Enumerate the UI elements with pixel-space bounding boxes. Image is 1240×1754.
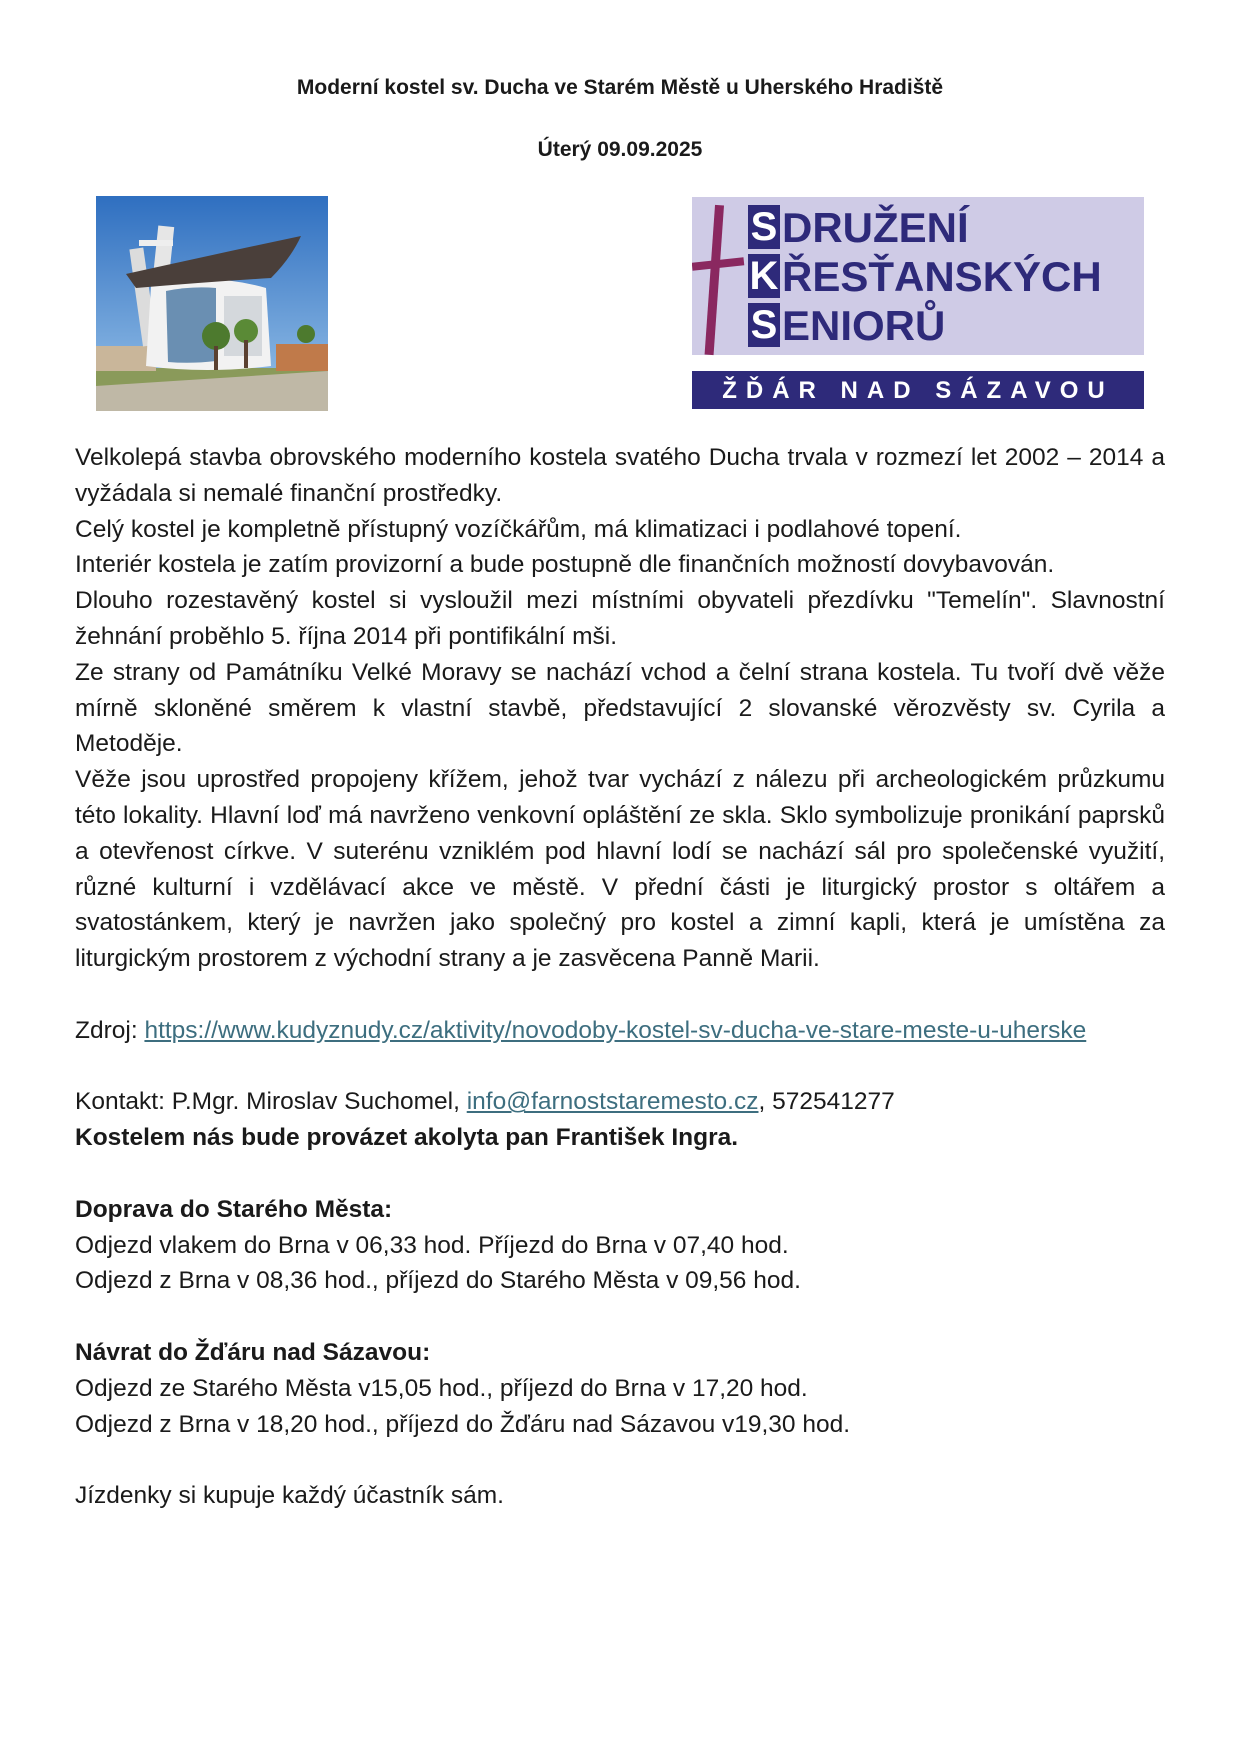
page-title: Moderní kostel sv. Ducha ve Starém Městě u Uherského Hradiště bbox=[296, 76, 944, 99]
contact-label: Kontakt: P.Mgr. Miroslav Suchomel, bbox=[75, 1088, 467, 1116]
transport-back-heading: Návrat do Žďáru nad Sázavou: bbox=[75, 1338, 431, 1366]
transport-there-line-1: Odjezd vlakem do Brna v 06,33 hod. Příjezd do Brna v 07,40 hod. bbox=[75, 1231, 789, 1259]
transport-back-line-2: Odjezd z Brna v 18,20 hod., příjezd do Žďáru nad Sázavou v19,30 hod. bbox=[75, 1410, 851, 1438]
source-line bbox=[75, 1013, 1165, 1049]
svg-text:S: S bbox=[750, 303, 778, 347]
transport-there-heading: Doprava do Starého Města: bbox=[75, 1195, 393, 1223]
paragraph-interior: Interiér kostela je zatím provizorní a bude postupně dle finančních možností dovybavován. bbox=[75, 551, 1055, 579]
svg-text:S: S bbox=[750, 205, 778, 249]
contact-phone: , 572541277 bbox=[758, 1088, 895, 1116]
svg-text:K: K bbox=[749, 254, 779, 298]
svg-text:DRUŽENÍ: DRUŽENÍ bbox=[782, 204, 969, 251]
guide-note: Kostelem nás bude provázet akolyta pan František Ingra. bbox=[75, 1124, 739, 1152]
tickets-note: Jízdenky si kupuje každý účastník sám. bbox=[75, 1482, 504, 1510]
church-photo bbox=[96, 196, 328, 411]
svg-text:ŘESŤANSKÝCH: ŘESŤANSKÝCH bbox=[782, 253, 1102, 300]
source-label: Zdroj: bbox=[75, 1016, 145, 1044]
svg-text:ŽĎÁR NAD SÁZAVOU: ŽĎÁR NAD SÁZAVOU bbox=[722, 377, 1114, 404]
association-logo bbox=[692, 197, 1144, 409]
article-body bbox=[75, 440, 1165, 1514]
paragraph-nickname: Dlouho rozestavěný kostel si vysloužil mezi místními obyvateli přezdívku "Temelín". Slavnostní žehnání proběhlo 5. října 2014 při pontifikální mši. bbox=[75, 587, 1165, 650]
svg-text:ENIORŮ: ENIORŮ bbox=[782, 302, 946, 349]
paragraph-architecture: Věže jsou uprostřed propojeny křížem, jehož tvar vychází z nálezu při archeologickém průzkumu této lokality. Hlavní loď má navrženo venkovní opláštění ze skla. Sklo symbolizuje pronikání paprsků a otevřenost církve. V suterénu vzniklém pod hlavní lodí se nachází sál pro společenské využití, různé kulturní i vzdělávací akce ve městě. V přední části je liturgický prostor s oltářem a svatostánkem, který je navržen jako společný pro kostel a zimní kapli, která je umístěna za liturgickým prostorem z východní strany a je zasvěcena Panně Marii. bbox=[75, 766, 1165, 973]
source-link[interactable]: https://www.kudyznudy.cz/aktivity/novodoby-kostel-sv-ducha-ve-stare-meste-u-uherske bbox=[144, 1016, 1087, 1044]
contact-email-link[interactable]: info@farnoststaremesto.cz bbox=[466, 1088, 759, 1116]
transport-there-line-2: Odjezd z Brna v 08,36 hod., příjezd do Starého Města v 09,56 hod. bbox=[75, 1267, 801, 1295]
paragraph-construction: Velkolepá stavba obrovského moderního kostela svatého Ducha trvala v rozmezí let 2002 – 2014 a vyžádala si nemalé finanční prostředky. bbox=[75, 444, 1165, 507]
paragraph-accessibility: Celý kostel je kompletně přístupný vozíčkářům, má klimatizaci i podlahové topení. bbox=[75, 515, 962, 543]
transport-back-line-1: Odjezd ze Starého Města v15,05 hod., příjezd do Brna v 17,20 hod. bbox=[75, 1374, 808, 1402]
contact-line bbox=[75, 1084, 1165, 1120]
paragraph-towers: Ze strany od Památníku Velké Moravy se nachází vchod a čelní strana kostela. Tu tvoří dvě věže mírně skloněné směrem k vlastní stavbě, představující 2 slovanské věrozvěsty sv. Cyrila a Metoděje. bbox=[75, 658, 1165, 758]
event-date: Úterý 09.09.2025 bbox=[537, 138, 703, 161]
